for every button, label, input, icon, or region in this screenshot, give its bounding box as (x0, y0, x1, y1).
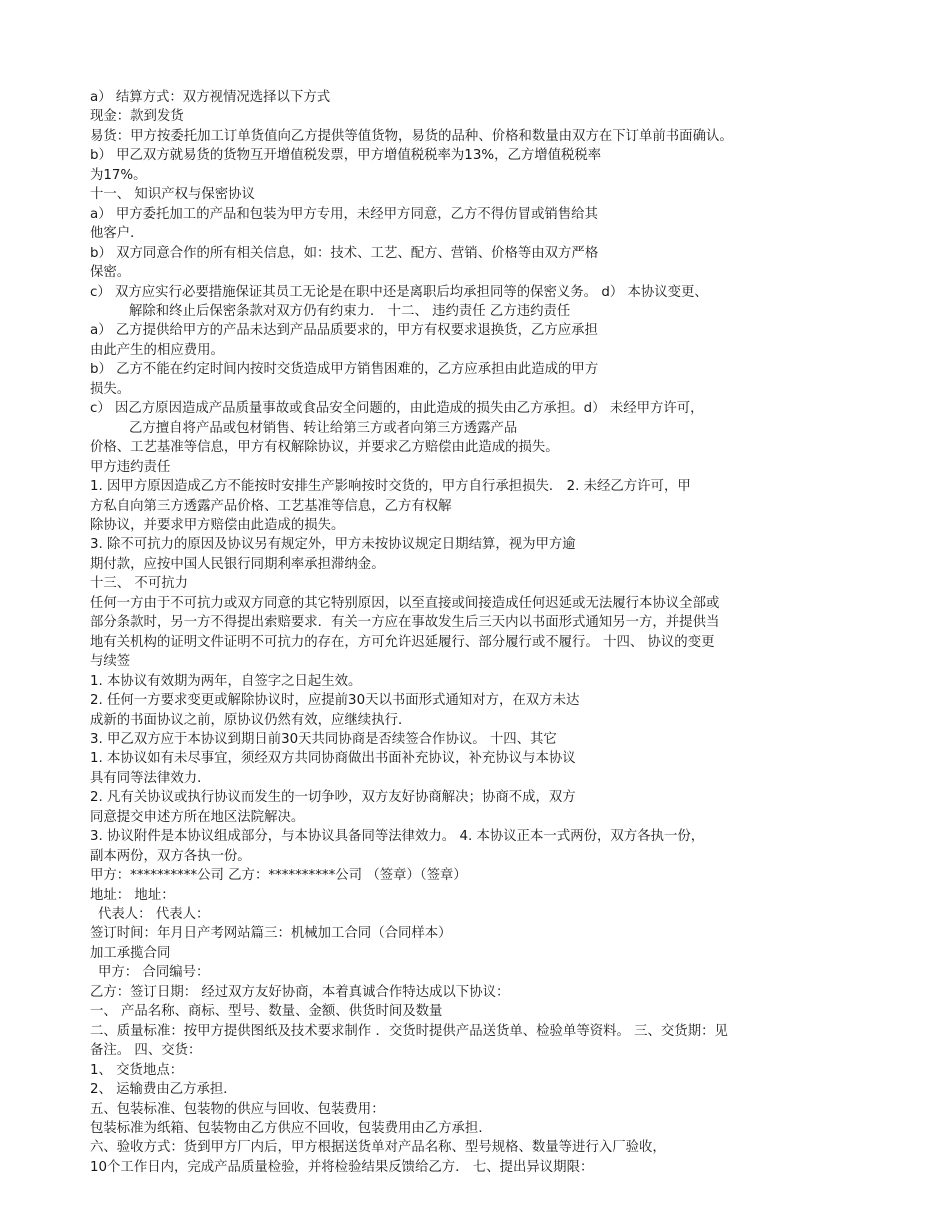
text-line: 损失。 (90, 381, 131, 397)
text-line: 1. 本协议如有未尽事宜，须经双方共同协商做出书面补充协议，补充协议与本协议 (90, 751, 576, 767)
text-line: 解除和终止后保密条款对双方仍有约束力． 十二、 违约责任 乙方违约责任 (129, 303, 571, 319)
text-line: b） 甲乙双方就易货的货物互开增值税发票，甲方增值税税率为13%，乙方增值税税率 (90, 148, 602, 164)
text-line: 包装标准为纸箱、包装物由乙方供应不回收，包装费用由乙方承担． (90, 1121, 492, 1137)
section-heading: 十一、 知识产权与保密协议 (90, 187, 255, 203)
text-line: 乙方：签订日期： 经过双方友好协商，本着真诚合作特达成以下协议： (90, 984, 510, 1000)
text-line: 甲方： 合同编号： (98, 965, 210, 981)
text-line: 除协议，并要求甲方赔偿由此造成的损失。 (90, 517, 345, 533)
text-line: 2. 凡有关协议或执行协议而发生的一切争吵，双方友好协商解决；协商不成，双方 (90, 790, 576, 806)
text-line: 备注。 四、交货： (90, 1043, 202, 1059)
text-line: c） 双方应实行必要措施保证其员工无论是在职中还是离职后均承担同等的保密义务。 d） 本协议变更、 (90, 284, 708, 300)
text-line: 二、质量标准：按甲方提供图纸及技术要求制作 ．交货时提供产品送货单、检验单等资料。 三、交货期：见 (90, 1023, 728, 1039)
text-line: 六、验收方式：货到甲方厂内后，甲方根据送货单对产品名称、型号规格、数量等进行入厂验收， (90, 1140, 666, 1156)
section-heading: 五、包装标准、包装物的供应与回收、包装费用： (90, 1101, 385, 1117)
document-title: 加工承揽合同 (90, 945, 171, 961)
text-line: 成新的书面协议之前，原协议仍然有效，应继续执行． (90, 712, 412, 728)
text-line: 副本两份，双方各执一份。 (90, 848, 251, 864)
text-line: 方私自向第三方透露产品价格、工艺基准等信息，乙方有权解 (90, 498, 452, 514)
text-line: 乙方擅自将产品或包材销售、转让给第三方或者向第三方透露产品 (129, 420, 518, 436)
text-line: 同意提交申述方所在地区法院解决。 (90, 809, 305, 825)
representative-line: 代表人： 代表人： (98, 907, 210, 923)
text-line: 价格、工艺基准等信息，甲方有权解除协议，并要求乙方赔偿由此造成的损失。 (90, 440, 559, 456)
text-line: 与续签 (90, 654, 131, 670)
text-line: b） 双方同意合作的所有相关信息，如：技术、工艺、配方、营销、价格等由双方严格 (90, 245, 599, 261)
text-line: 3. 除不可抗力的原因及协议另有规定外，甲方未按协议规定日期结算，视为甲方逾 (90, 537, 576, 553)
text-line: 由此产生的相应费用。 (90, 342, 224, 358)
text-line: 现金：款到发货 (90, 109, 184, 125)
address-line: 地址： 地址： (90, 887, 175, 903)
section-heading: 甲方违约责任 (90, 459, 171, 475)
text-line: a） 结算方式：双方视情况选择以下方式 (90, 90, 331, 105)
signature-line: 甲方：**********公司 乙方：**********公司 （签章）（签章） (90, 868, 467, 884)
text-line: 期付款，应按中国人民银行同期利率承担滞纳金。 (90, 556, 385, 572)
text-line: 任何一方由于不可抗力或双方同意的其它特别原因，以至直接或间接造成任何迟延或无法履行本协议全部或 (90, 595, 720, 611)
text-line: 3. 甲乙双方应于本协议到期日前30天共同协商是否续签合作协议。 十四、其它 (90, 731, 557, 747)
text-line: 2. 任何一方要求变更或解除协议时，应提前30天以书面形式通知对方，在双方未达 (90, 693, 580, 709)
text-line: 为17%。 (90, 167, 147, 183)
section-heading: 一、 产品名称、商标、型号、数量、金额、供货时间及数量 (90, 1004, 443, 1020)
text-line: a） 乙方提供给甲方的产品未达到产品品质要求的，甲方有权要求退换货，乙方应承担 (90, 323, 598, 339)
text-line: 他客户． (90, 226, 144, 242)
text-line: 保密。 (90, 265, 131, 281)
text-line: a） 甲方委托加工的产品和包装为甲方专用，未经甲方同意，乙方不得仿冒或销售给其 (90, 206, 598, 222)
text-line: 10个工作日内，完成产品质量检验，并将检验结果反馈给乙方． 七、提出异议期限： (90, 1159, 594, 1175)
text-line: 签订时间：年月日产考网站篇三：机械加工合同（合同样本） (90, 926, 452, 942)
text-line: 部分条款时，另一方不得提出索赔要求．有关一方应在事故发生后三天内以书面形式通知另一方，并提供当 (90, 615, 720, 631)
text-line: 1. 本协议有效期为两年，自签字之日起生效。 (90, 673, 362, 689)
text-line: 地有关机构的证明文件证明不可抗力的存在，方可允许迟延履行、部分履行或不履行。 十四、 协议的变更 (90, 634, 715, 650)
text-line: c） 因乙方原因造成产品质量事故或食品安全问题的，由此造成的损失由乙方承担。d） 未经甲方许可， (90, 401, 704, 417)
text-line: 具有同等法律效力． (90, 770, 211, 786)
text-line: b） 乙方不能在约定时间内按时交货造成甲方销售困难的，乙方应承担由此造成的甲方 (90, 362, 599, 378)
text-line: 2、 运输费由乙方承担． (90, 1082, 237, 1098)
text-line: 1. 因甲方原因造成乙方不能按时安排生产影响按时交货的，甲方自行承担损失． 2. 未经乙方许可，甲 (90, 479, 691, 495)
text-line: 易货：甲方按委托加工订单货值向乙方提供等值货物，易货的品种、价格和数量由双方在下订单前书面确认。 (90, 128, 733, 144)
text-line: 1、 交货地点： (90, 1062, 184, 1078)
text-line: 3. 协议附件是本协议组成部分，与本协议具备同等法律效力。 4. 本协议正本一式两份，双方各执一份， (90, 829, 705, 845)
section-heading: 十三、 不可抗力 (90, 576, 188, 592)
